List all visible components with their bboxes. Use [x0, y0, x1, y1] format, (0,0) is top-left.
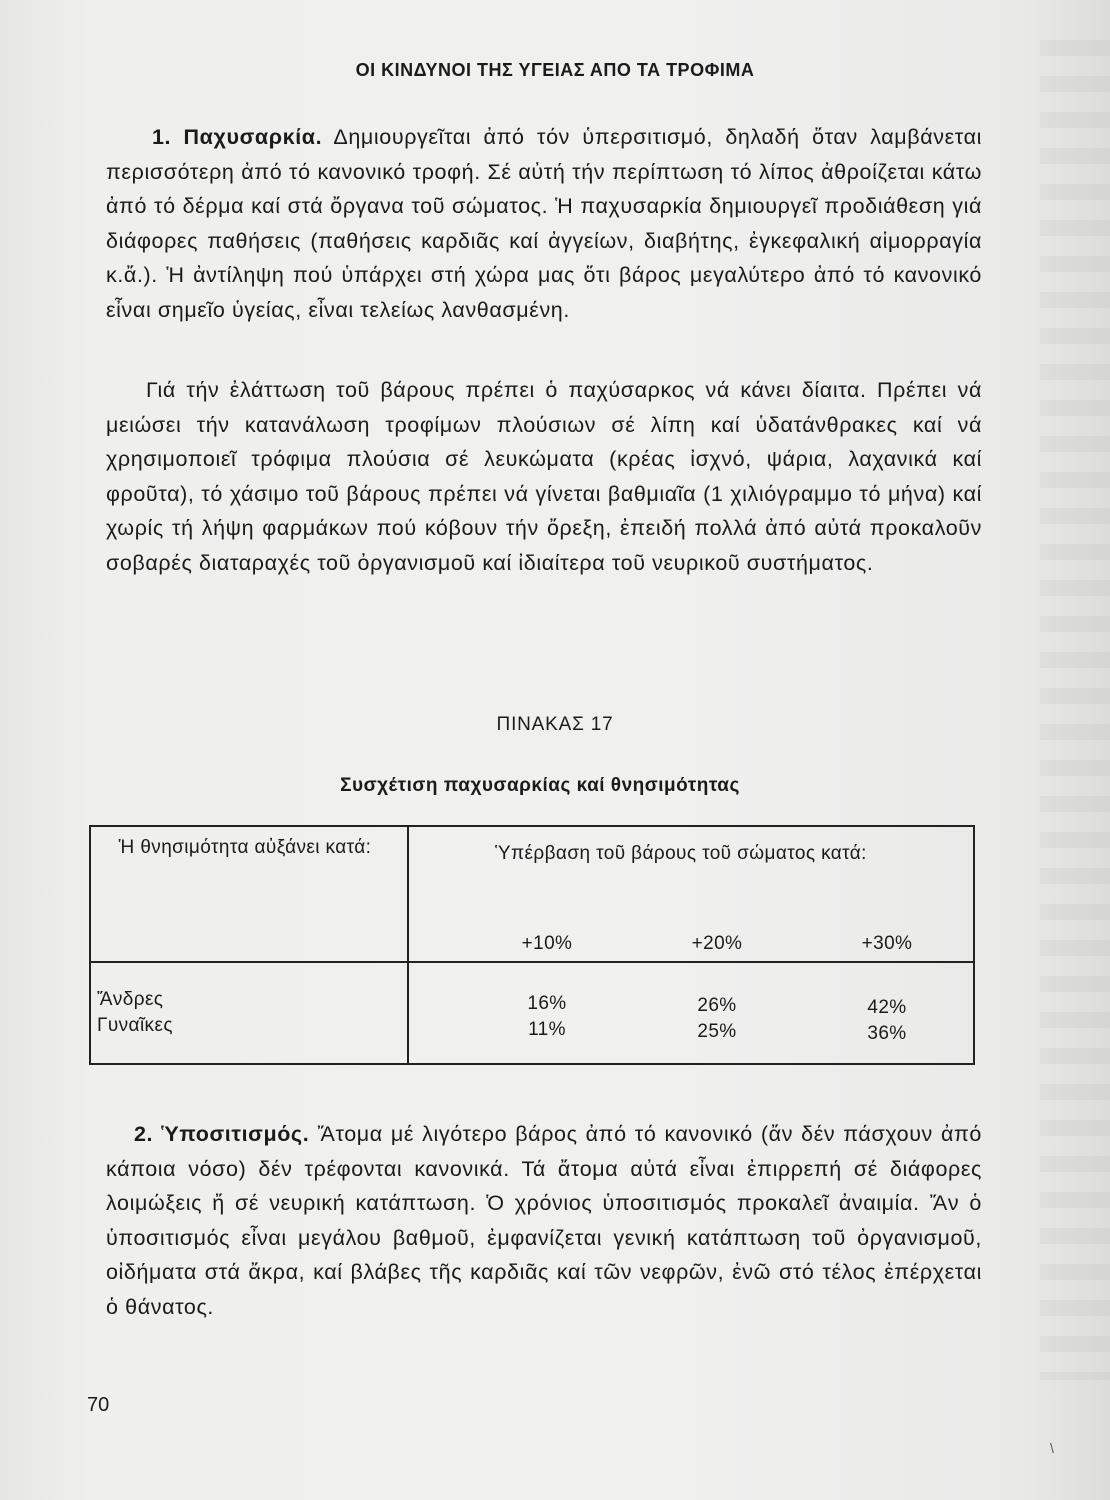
- table-divider-vertical: [407, 827, 409, 1063]
- table-header-left: Ἡ θνησιμότητα αὐξάνει κατά:: [118, 837, 372, 858]
- table-column: [487, 991, 607, 1043]
- table-cell: 26%: [697, 995, 737, 1016]
- column-header: +30%: [861, 933, 913, 954]
- column-header: +10%: [521, 933, 573, 954]
- table-cell: 11%: [528, 1019, 566, 1040]
- signature-mark: \: [1050, 1440, 1054, 1456]
- table-label: ΠΙΝΑΚΑΣ 17: [496, 714, 614, 735]
- running-head: ΟΙ ΚΙΝΔΥΝΟΙ ΤΗΣ ΥΓΕΙΑΣ ΑΠΟ ΤΑ ΤΡΟΦΙΜΑ: [355, 60, 755, 80]
- section1-heading: 1. Παχυσαρκία.: [152, 125, 323, 149]
- row-label: Ἄνδρες: [97, 989, 164, 1010]
- section2-text: Ἄτομα μέ λιγότερο βάρος ἀπό τό κανονικό (ἄν δέν πάσχουν ἀπό κάποια νόσο) δέν τρέφονται κανονικά. Τά ἄτομα αὐτά εἶναι ἐπιρρεπή σέ διάφορες λοιμώξεις ἤ σέ νευρική κατάπτωση. Ὁ χρόνιος ὑποσιτισμός προκαλεῖ ἀναιμία. Ἄν ὁ ὑποσιτισμός εἶναι μεγάλου βαθμοῦ, ἐμφανίζεται γενική κατάπτωση τοῦ ὀργανισμοῦ, οἰδήματα στά ἄκρα, καί βλάβες τῆς καρδιᾶς καί τῶν νεφρῶν, ἐνῶ στό τέλος ἐπέρχεται ὁ θάνατος.: [106, 1122, 982, 1319]
- section1-text2: Γιά τήν ἐλάττωση τοῦ βάρους πρέπει ὁ παχύσαρκος νά κάνει δίαιτα. Πρέπει νά μειώσει τήν κατανάλωση τροφίμων πλούσιων σέ λίπη καί ὑδατάνθρακες καί νά χρησιμοποιεῖ τρόφιμα πλούσια σέ λευκώματα (κρέας ἰσχνό, ψάρια, λαχανικά καί φροῦτα), τό χάσιμο τοῦ βάρους πρέπει νά γίνεται βαθμιαῖα (1 χιλιόγραμμο τό μήνα) καί χωρίς τή λήψη φαρμάκων πού κόβουν τήν ὄρεξη, ἐπειδή πολλά ἀπό αὐτά προκαλοῦν σοβαρές διαταραχές τοῦ ὀργανισμοῦ καί ἰδιαίτερα τοῦ νευρικοῦ συστήματος.: [106, 378, 982, 575]
- row-label: Γυναῖκες: [97, 1015, 173, 1036]
- table-caption: Συσχέτιση παχυσαρκίας καί θνησιμότητας: [340, 775, 740, 796]
- section2-heading: 2. Ὑποσιτισμός.: [134, 1122, 310, 1146]
- table-cell: 36%: [867, 1023, 907, 1044]
- table-header-right: Ὑπέρβαση τοῦ βάρους τοῦ σώματος κατά:: [495, 843, 867, 864]
- column-header: +20%: [691, 933, 743, 954]
- section2-paragraph: [106, 1117, 982, 1325]
- table-cell: 42%: [867, 997, 907, 1018]
- section1-paragraph2: [106, 373, 982, 581]
- table-column: [827, 995, 947, 1047]
- table-cell: 16%: [527, 993, 567, 1014]
- table-column: [657, 993, 777, 1045]
- row-labels: [97, 987, 397, 1039]
- table-divider-horizontal: [91, 961, 973, 963]
- table-cell: 25%: [697, 1021, 737, 1042]
- section1-paragraph1: [106, 120, 982, 328]
- section1-text1: Δημιουργεῖται ἀπό τόν ὑπερσιτισμό, δηλαδή ὅταν λαμβάνεται περισσότερη ἀπό τό κανονικό τροφή. Σέ αὐτή τήν περίπτωση τό λίπος ἀθροίζεται κάτω ἀπό τό δέρμα καί στά ὄργανα τοῦ σώματος. Ἡ παχυσαρκία δημιουργεῖ προδιάθεση γιά διάφορες παθήσεις (παθήσεις καρδιᾶς καί ἀγγείων, διαβήτης, ἐγκεφαλική αἱμορραγία κ.ἄ.). Ἡ ἀντίληψη πού ὑπάρχει στή χώρα μας ὅτι βάρος μεγαλύτερο ἀπό τό κανονικό εἶναι σημεῖο ὑγείας, εἶναι τελείως λανθασμένη.: [106, 125, 982, 322]
- mortality-table: [89, 825, 975, 1065]
- facing-page-bleed: [1040, 40, 1110, 1380]
- page-number: 70: [87, 1394, 110, 1416]
